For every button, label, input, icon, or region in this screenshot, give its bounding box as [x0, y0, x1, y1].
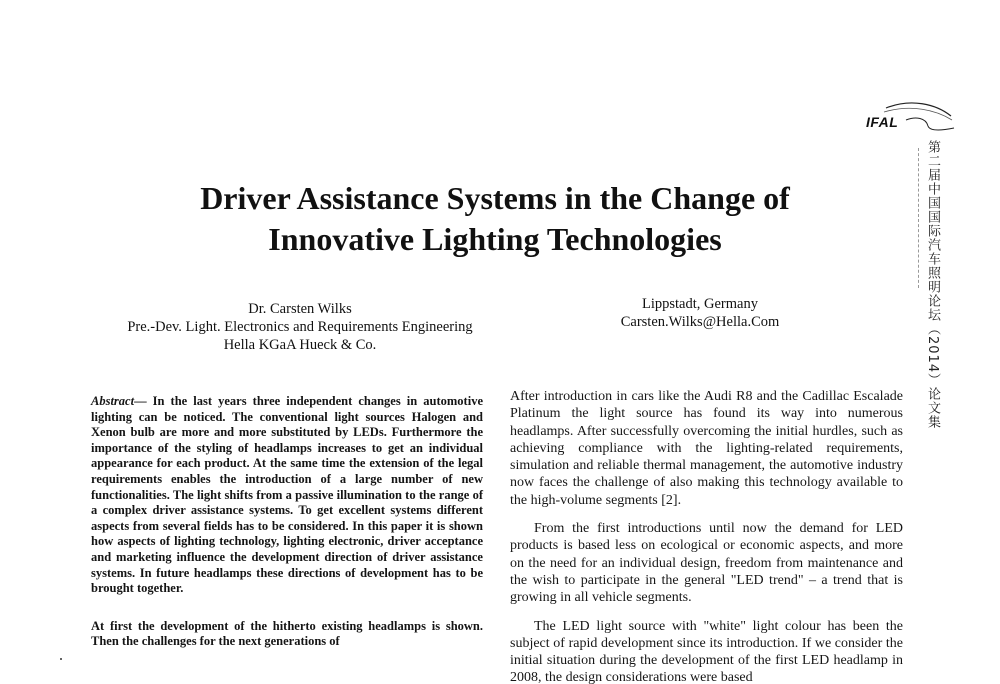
abstract-text: In the last years three independent changes in automotive lighting can be noticed. The conventional light sources Halogen and Xenon bulb are more and more substituted by LEDs. Furthermore the importance of the styling of headlamps increases to get an individual appearance for each product. At the same time the extension of the legal requirements enables the introduction of a large number of new functionalities. The light shifts from a passive illumination to the range of a complex driver assistance systems. To get excellent systems different aspects from several fields has to be considered. In this paper it is shown how aspects of lighting technology, lighting electronic, driver acceptance and marketing influence the development direction of driver assistance systems. In future headlamps these directions of development has to be brought together. [91, 394, 483, 596]
author-company: Hella KGaA Hueck & Co. [223, 337, 377, 353]
body-paragraph-1: After introduction in cars like the Audi R8 and the Cadillac Escalade Platinum the light source has found its way into numerous headlamps. After successfully overcoming the initial hurdles, such as achieving compliance with the lighting-related requirements, simulation and reliable thermal management, the automotive industry now faces the challenge of also making this technology available to the high-volume segments [2]. [510, 389, 903, 508]
abstract-paragraph [91, 394, 483, 597]
side-proceedings-label: 第二届中国国际汽车照明论坛（2014）论文集 [925, 140, 940, 430]
body-paragraph-2: From the first introductions until now the demand for LED products is based less on ecological or economic aspects, and more on the need for an individual design, freedom from maintenance and the wish to participate in the general "LED trend" – a trend that is growing in all vehicle segments. [510, 521, 903, 606]
author-email: Carsten.Wilks@Hella.Com [620, 314, 780, 330]
logo-text: IFAL [866, 114, 899, 130]
abstract-dash: — [134, 394, 147, 408]
body-paragraph-3: The LED light source with "white" light colour has been the subject of rapid development since its introduction. If we consider the initial situation during the development of the first LED headlamp in 2008, the design considerations were based [510, 618, 903, 684]
author-position: Pre.-Dev. Light. Electronics and Requirements Engineering [127, 319, 473, 335]
intro-paragraph: At first the development of the hitherto existing headlamps is shown. Then the challenges for the next generations of [91, 618, 483, 649]
author-location: Lippstadt, Germany [642, 296, 758, 312]
ifal-logo [856, 100, 956, 136]
author-block [60, 300, 540, 354]
author-name: Dr. Carsten Wilks [248, 301, 352, 317]
abstract-label: Abstract [91, 394, 135, 408]
paper-title [0, 178, 990, 260]
title-line-2: Innovative Lighting Technologies [268, 221, 722, 257]
title-line-1: Driver Assistance Systems in the Change of [200, 180, 790, 216]
author-contact-block [540, 295, 860, 331]
abstract-column [91, 394, 483, 650]
body-column [510, 388, 903, 684]
scan-speck [60, 658, 62, 660]
